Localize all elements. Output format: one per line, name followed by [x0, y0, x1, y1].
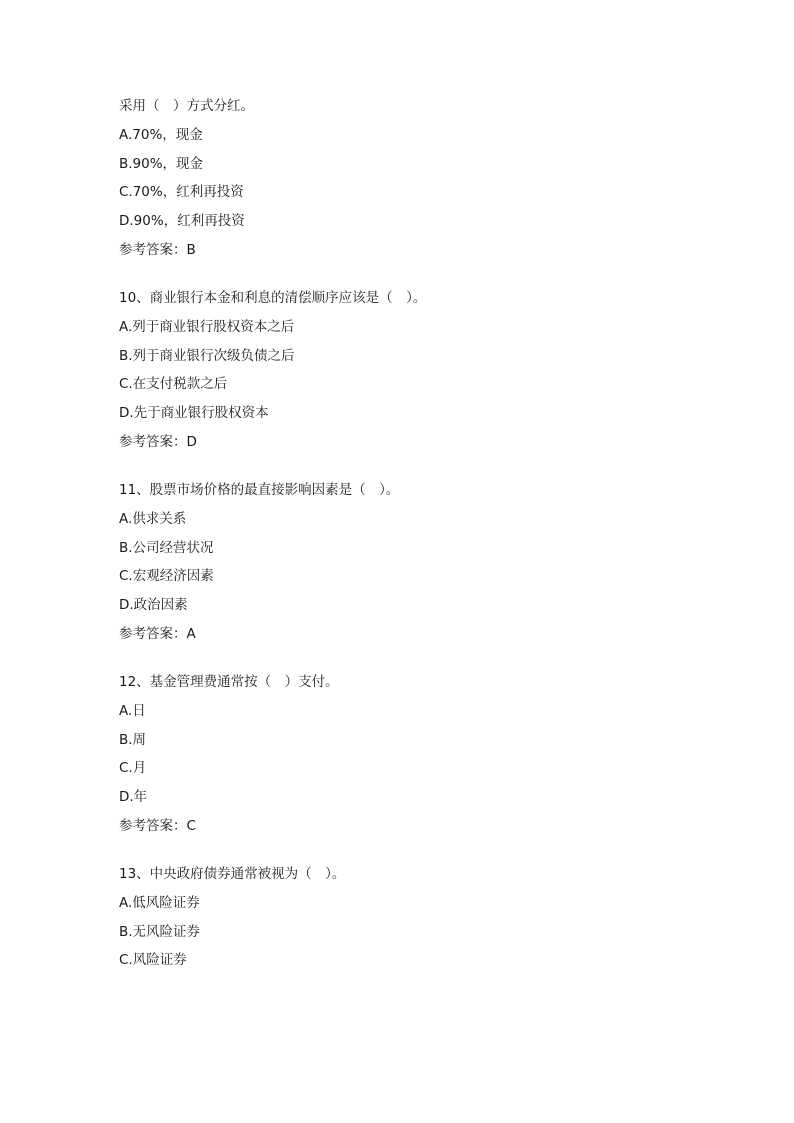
- option-d: D.90%，红利再投资: [119, 213, 245, 230]
- question-block-9: [119, 96, 719, 260]
- question-stem: 10、商业银行本金和利息的清偿顺序应该是（ ）。: [119, 289, 427, 306]
- option-c: C.风险证券: [119, 952, 187, 969]
- option-b: B.列于商业银行次级负债之后: [119, 347, 295, 364]
- option-a: A.日: [119, 702, 146, 719]
- option-a: A.低风险证券: [119, 894, 200, 911]
- question-block-10: [119, 288, 719, 452]
- reference-answer: 参考答案：B: [119, 241, 196, 258]
- question-stem: 13、中央政府债券通常被视为（ ）。: [119, 865, 346, 882]
- option-c: C.宏观经济因素: [119, 568, 214, 585]
- option-a: A.供求关系: [119, 510, 187, 527]
- question-block-11: [119, 480, 719, 644]
- document-page: [119, 96, 719, 979]
- option-b: B.90%，现金: [119, 155, 204, 172]
- question-stem: 11、股票市场价格的最直接影响因素是（ ）。: [119, 481, 400, 498]
- option-a: A.70%，现金: [119, 126, 203, 143]
- option-b: B.无风险证券: [119, 923, 201, 940]
- reference-answer: 参考答案：A: [119, 625, 196, 642]
- option-b: B.公司经营状况: [119, 539, 214, 556]
- option-b: B.周: [119, 731, 147, 748]
- question-stem: 12、基金管理费通常按（ ）支付。: [119, 673, 339, 690]
- question-block-12: [119, 672, 719, 836]
- option-c: C.月: [119, 760, 147, 777]
- option-d: D.年: [119, 789, 148, 806]
- option-d: D.政治因素: [119, 597, 188, 614]
- question-stem: 采用（ ）方式分红。: [119, 98, 254, 114]
- option-d: D.先于商业银行股权资本: [119, 405, 269, 422]
- reference-answer: 参考答案：C: [119, 817, 196, 834]
- option-a: A.列于商业银行股权资本之后: [119, 318, 295, 335]
- reference-answer: 参考答案：D: [119, 433, 197, 450]
- question-block-13: [119, 864, 719, 970]
- option-c: C.在支付税款之后: [119, 376, 228, 393]
- option-c: C.70%，红利再投资: [119, 184, 244, 201]
